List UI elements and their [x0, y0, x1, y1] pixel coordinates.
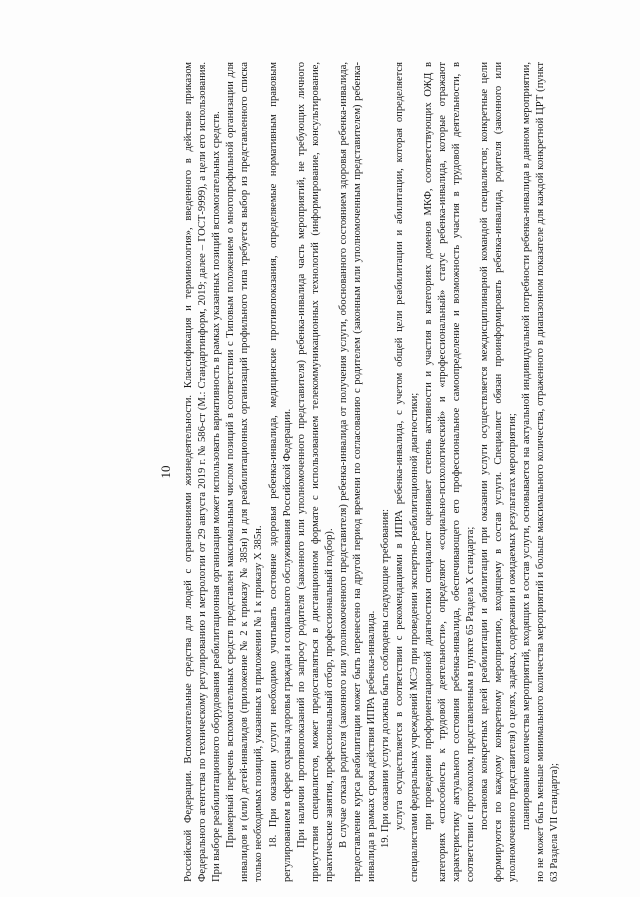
paragraph-5: В случае отказа родителя (законного или уполномоченного представителя) ребенка-инвалида от получения услуги, обоснованного состоянием здоровья ребенка-инвалида, предоставление курса реабилитации может быть перенесено на другой период времени по согласованию с родителем (законным или уполномоченным представителем) ребенка-инвалида в рамках срока действия ИПРА ребенка-инвалида.	[338, 62, 378, 882]
paragraph-10: планирование количества мероприятий, входящих в состав услуги, основывается на актуальной индивидуальной потребности ребенка-инвалида в данном мероприятии, но не может быть меньше минимального количества мероприятий и больше максимального количества, отраженного в диапазонном показателе для каждой конкретной ЦРТ (пункт 63 Раздела VII стандарта);	[521, 62, 561, 882]
paragraph-7: услуга осуществляется в соответствии с рекомендациями в ИПРА ребенка-инвалида, с учетом общей цели реабилитации и абилитации, которая определяется специалистами федеральных учреждений МСЭ при проведении экспертно-реабилитационной диагностики;	[394, 62, 420, 882]
page-number: 10	[158, 465, 173, 479]
paragraph-9: постановка конкретных целей реабилитации и абилитации при оказании услуги осуществляется междисциплинарной командой специалистов; конкретные цели формируются по каждому конкретному мероприятию, входящему в состав услуги. Специалист обязан проинформировать ребенка-инвалида, родителя (законного или уполномоченного представителя) о целях, задачах, содержании и ожидаемых результатах мероприятия;	[478, 62, 519, 882]
paragraph-3: 18. При оказании услуги необходимо учитывать состояние здоровья ребенка-инвалида, медицинские противопоказания, определяемые нормативным правовым регулированием в сфере охраны здоровья граждан и социального обслуживания Российской Федерации.	[267, 62, 293, 882]
paragraph-1: Российской Федерации. Вспомогательные средства для людей с ограничениями жизнедеятельности. Классификация и терминология», введенного в действие приказом Федерального агентства по техническому регулированию и метрологии от 29 августа 2019 г. № 586-ст (М.: Стандартинформ, 2019; далее – ГОСТ-9999), а цели его использования. При выборе реабилитационного оборудования реабилитационная организация может использовать вариативность в рамках указанных позиций вспомогательных средств.	[183, 62, 223, 882]
paragraph-6: 19. При оказании услуги должны быть соблюдены следующие требования:	[380, 509, 392, 848]
paragraph-2: Примерный перечень вспомогательных средств представлен максимальным числом позиций в соответствии с Типовым положением о многопрофильной организации для инвалидов и (или) детей-инвалидов (приложение № 2 к приказу № 385н) и для реабилитационных организаций профильного типа требуется выбор из представленного списка только необходимых позиций, указанных в приложении № 1 к приказу Х 385н.	[225, 62, 265, 882]
paragraph-8: при проведении профориентационной диагностики специалист оценивает степень активности и участия в категориях доменов МКФ, соответствующих ОЖД в категориях «способность к трудовой деятельности», определяют «социально-психологический» и «профессиональный» статус ребенка-инвалида, которые отражают характеристику актуального состояния ребенка-инвалида, обеспечивающего его профессиональное самоопределение и возможность участия в трудовой деятельности, в соответствии с протоколом, представленным в пункте 65 Раздела Х стандарта;	[422, 62, 476, 882]
paragraph-4: При наличии противопоказаний по запросу родителя (законного или уполномоченного представителя) ребенка-инвалида часть мероприятий, не требующих личного присутствия специалистов, может предоставляться в дистанционном формате с использованием телекоммуникационных технологий (информирование, консультирование, практические занятия, профессиональный отбор, профессиональный подбор).	[295, 62, 335, 882]
body-text	[182, 62, 563, 882]
rotated-content	[46, 62, 594, 882]
